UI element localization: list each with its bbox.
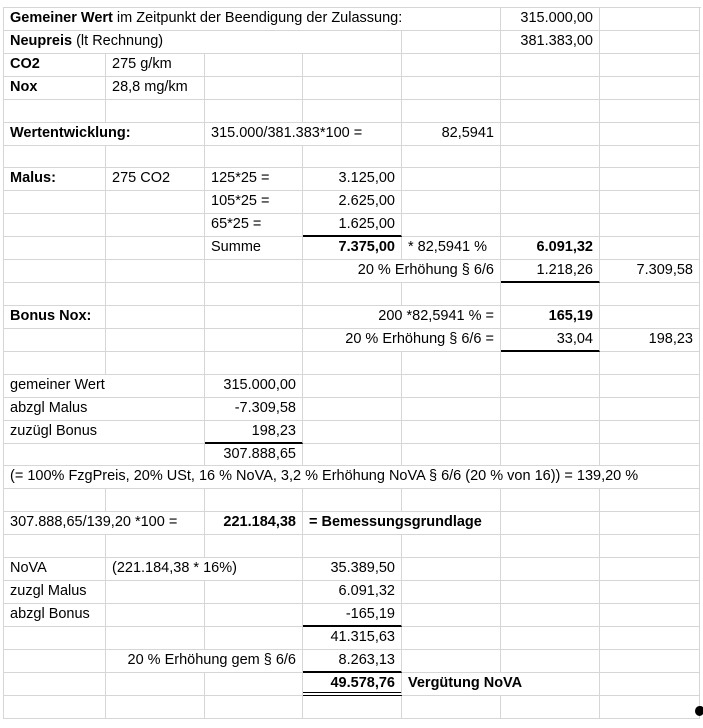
cell (501, 696, 600, 719)
table-row (4, 352, 701, 375)
cell (303, 375, 402, 398)
cell (4, 444, 205, 467)
cell (4, 535, 106, 558)
cell (600, 214, 700, 237)
table-row (4, 283, 701, 306)
cell (501, 283, 600, 306)
cell (600, 398, 700, 421)
nova-label: NoVA (4, 558, 106, 581)
cell (600, 581, 700, 604)
bonus-formula: 200 *82,5941 % = (303, 306, 501, 329)
cell (205, 535, 303, 558)
nova-zwischensumme: 41.315,63 (303, 627, 402, 650)
cell (501, 146, 600, 169)
cell (106, 535, 205, 558)
cell (205, 489, 303, 512)
cell (303, 100, 402, 123)
table-row (4, 237, 701, 260)
cell (600, 306, 700, 329)
cell (501, 489, 600, 512)
gw-label: gemeiner Wert (4, 375, 205, 398)
cell (402, 581, 501, 604)
cell (600, 375, 700, 398)
cell (600, 421, 700, 444)
nova-value: 35.389,50 (303, 558, 402, 581)
fzgpreis-note: (= 100% FzgPreis, 20% USt, 16 % NoVA, 3,2 % Erhöhung NoVA § 6/6 (20 % von 16)) = 139,20 % (4, 466, 700, 489)
cell (501, 558, 600, 581)
malus-value-1: 3.125,00 (303, 168, 402, 191)
cell (106, 696, 205, 719)
cell (402, 604, 501, 627)
table-row (4, 696, 701, 719)
bonus-total: 198,23 (600, 329, 700, 352)
cell (600, 558, 700, 581)
malus-label: Malus: (4, 168, 106, 191)
table-row (4, 191, 701, 214)
cell (303, 489, 402, 512)
cell (106, 581, 205, 604)
cell (402, 191, 501, 214)
cell (4, 214, 106, 237)
cell (501, 375, 600, 398)
verguetung-label: Vergütung NoVA (402, 673, 600, 696)
abzgl-malus-label: abzgl Malus (4, 398, 205, 421)
cell (501, 123, 600, 146)
table-row (4, 123, 701, 146)
cell (600, 8, 700, 31)
cell (4, 627, 106, 650)
malus-value-2: 2.625,00 (303, 191, 402, 214)
cell (4, 283, 106, 306)
table-row (4, 558, 701, 581)
bonus-nox-label: Bonus Nox: (4, 306, 106, 329)
cell (106, 283, 205, 306)
table-row (4, 375, 701, 398)
cell (501, 604, 600, 627)
cell (402, 214, 501, 237)
cell (106, 260, 205, 283)
table-row (4, 168, 701, 191)
cell (501, 398, 600, 421)
nova-erhoehung-value: 8.263,13 (303, 650, 402, 673)
nova-erhoehung-label: 20 % Erhöhung gem § 6/6 (106, 650, 303, 673)
table-row (4, 100, 701, 123)
cell (303, 696, 402, 719)
table-row (4, 421, 701, 444)
cell (600, 191, 700, 214)
cell (402, 375, 501, 398)
table-row (4, 54, 701, 77)
cell (600, 535, 700, 558)
cell (4, 191, 106, 214)
cell (600, 168, 700, 191)
malus-erhoehung-value: 1.218,26 (501, 260, 600, 283)
cell (303, 146, 402, 169)
table-row (4, 398, 701, 421)
table-row (4, 214, 701, 237)
cell (600, 696, 700, 719)
cell (600, 54, 700, 77)
cell (4, 673, 106, 696)
wertentwicklung-result: 82,5941 (402, 123, 501, 146)
cell (600, 31, 700, 54)
cell (402, 100, 501, 123)
zuzgl-malus-label: zuzgl Malus (4, 581, 106, 604)
ink-dot-artifact (695, 706, 703, 716)
cell (303, 444, 402, 467)
cell (4, 146, 106, 169)
cell (106, 604, 205, 627)
zuzuegl-bonus-value: 198,23 (205, 421, 303, 444)
cell (402, 398, 501, 421)
cell (402, 696, 501, 719)
cell (501, 627, 600, 650)
cell (205, 329, 303, 352)
cell (501, 191, 600, 214)
table-row (4, 329, 701, 352)
cell (600, 283, 700, 306)
cell (106, 489, 205, 512)
cell (303, 77, 402, 100)
cell (303, 283, 402, 306)
table-row (4, 306, 701, 329)
malus-formula-3: 65*25 = (205, 214, 303, 237)
verguetung-value: 49.578,76 (303, 673, 402, 696)
cell (106, 237, 205, 260)
malus-result: 6.091,32 (501, 237, 600, 260)
cell (106, 100, 205, 123)
cell (303, 535, 402, 558)
nox-label: Nox (4, 77, 106, 100)
cell (402, 54, 501, 77)
cell (402, 421, 501, 444)
cell (501, 444, 600, 467)
table-row (4, 489, 701, 512)
cell (402, 146, 501, 169)
co2-value: 275 g/km (106, 54, 205, 77)
cell (4, 489, 106, 512)
table-row (4, 512, 701, 535)
cell (600, 444, 700, 467)
cell (205, 77, 303, 100)
gemeiner-wert-value: 315.000,00 (501, 8, 600, 31)
table-row (4, 627, 701, 650)
text-segment: (lt Rechnung) (72, 32, 164, 49)
cell (205, 696, 303, 719)
cell (600, 237, 700, 260)
cell (501, 214, 600, 237)
zuzuegl-bonus-label: zuzügl Bonus (4, 421, 205, 444)
neupreis-value: 381.383,00 (501, 31, 600, 54)
table-row (4, 535, 701, 558)
cell (205, 352, 303, 375)
zuzgl-malus-value: 6.091,32 (303, 581, 402, 604)
malus-formula-2: 105*25 = (205, 191, 303, 214)
cell (600, 352, 700, 375)
table-row (4, 673, 701, 696)
cell (205, 306, 303, 329)
cell (106, 352, 205, 375)
table-row (4, 260, 701, 283)
cell (303, 398, 402, 421)
table-row (4, 604, 701, 627)
cell (501, 77, 600, 100)
cell (4, 237, 106, 260)
cell (205, 604, 303, 627)
cell (4, 352, 106, 375)
cell (4, 260, 106, 283)
cell (205, 54, 303, 77)
wertentwicklung-label: Wertentwicklung: (4, 123, 205, 146)
abzgl-malus-value: -7.309,58 (205, 398, 303, 421)
bonus-erhoehung-label: 20 % Erhöhung § 6/6 = (303, 329, 501, 352)
cell (106, 627, 205, 650)
malus-total: 7.309,58 (600, 260, 700, 283)
cell (402, 558, 501, 581)
cell (4, 696, 106, 719)
cell (501, 352, 600, 375)
cell (600, 489, 700, 512)
cell (303, 54, 402, 77)
bmg-value: 221.184,38 (205, 512, 303, 535)
cell (600, 604, 700, 627)
nox-value: 28,8 mg/km (106, 77, 205, 100)
cell (402, 31, 501, 54)
text-segment: Neupreis (10, 32, 73, 49)
cell (600, 627, 700, 650)
cell (402, 627, 501, 650)
cell (402, 283, 501, 306)
cell (600, 77, 700, 100)
table-row (4, 146, 701, 169)
bmg-formula: 307.888,65/139,20 *100 = (4, 512, 205, 535)
cell (205, 673, 303, 696)
cell (106, 306, 205, 329)
cell (106, 329, 205, 352)
calculation-table (3, 7, 701, 719)
malus-co2: 275 CO2 (106, 168, 205, 191)
bmg-label: = Bemessungsgrundlage (303, 512, 501, 535)
table-row (4, 8, 701, 31)
cell (205, 100, 303, 123)
cell (106, 214, 205, 237)
neupreis-label (4, 31, 402, 54)
gemeiner-wert-label (4, 8, 501, 31)
cell (501, 650, 600, 673)
cell (501, 581, 600, 604)
gw-value: 315.000,00 (205, 375, 303, 398)
cell (106, 673, 205, 696)
malus-summe-value: 7.375,00 (303, 237, 402, 260)
cell (600, 512, 700, 535)
cell (402, 489, 501, 512)
cell (600, 100, 700, 123)
cell (501, 512, 600, 535)
cell (4, 329, 106, 352)
malus-summe-label: Summe (205, 237, 303, 260)
table-row (4, 77, 701, 100)
malus-erhoehung-label: 20 % Erhöhung § 6/6 (303, 260, 501, 283)
cell (501, 100, 600, 123)
cell (600, 650, 700, 673)
cell (106, 191, 205, 214)
co2-label: CO2 (4, 54, 106, 77)
malus-value-3: 1.625,00 (303, 214, 402, 237)
abzgl-bonus-value: -165,19 (303, 604, 402, 627)
zwischensumme-value: 307.888,65 (205, 444, 303, 467)
table-row (4, 466, 701, 489)
cell (205, 283, 303, 306)
text-segment: Gemeiner Wert (10, 10, 113, 26)
cell (600, 673, 700, 696)
table-row (4, 444, 701, 467)
cell (402, 168, 501, 191)
malus-formula-1: 125*25 = (205, 168, 303, 191)
cell (303, 421, 402, 444)
cell (501, 168, 600, 191)
cell (402, 444, 501, 467)
cell (501, 421, 600, 444)
bonus-erhoehung-value: 33,04 (501, 329, 600, 352)
cell (402, 650, 501, 673)
bonus-result: 165,19 (501, 306, 600, 329)
cell (303, 352, 402, 375)
cell (402, 77, 501, 100)
cell (4, 650, 106, 673)
text-segment: im Zeitpunkt der Beendigung der Zulassung: (112, 10, 403, 26)
cell (600, 123, 700, 146)
cell (205, 260, 303, 283)
cell (106, 146, 205, 169)
cell (501, 54, 600, 77)
wertentwicklung-formula: 315.000/381.383*100 = (205, 123, 402, 146)
cell (600, 146, 700, 169)
cell (205, 627, 303, 650)
cell (205, 581, 303, 604)
table-row (4, 581, 701, 604)
cell (402, 535, 501, 558)
nova-formula: (221.184,38 * 16%) (106, 558, 303, 581)
cell (501, 535, 600, 558)
cell (402, 352, 501, 375)
malus-factor: * 82,5941 % (402, 237, 501, 260)
cell (205, 146, 303, 169)
cell (4, 100, 106, 123)
table-row (4, 31, 701, 54)
abzgl-bonus-label: abzgl Bonus (4, 604, 106, 627)
table-row (4, 650, 701, 673)
